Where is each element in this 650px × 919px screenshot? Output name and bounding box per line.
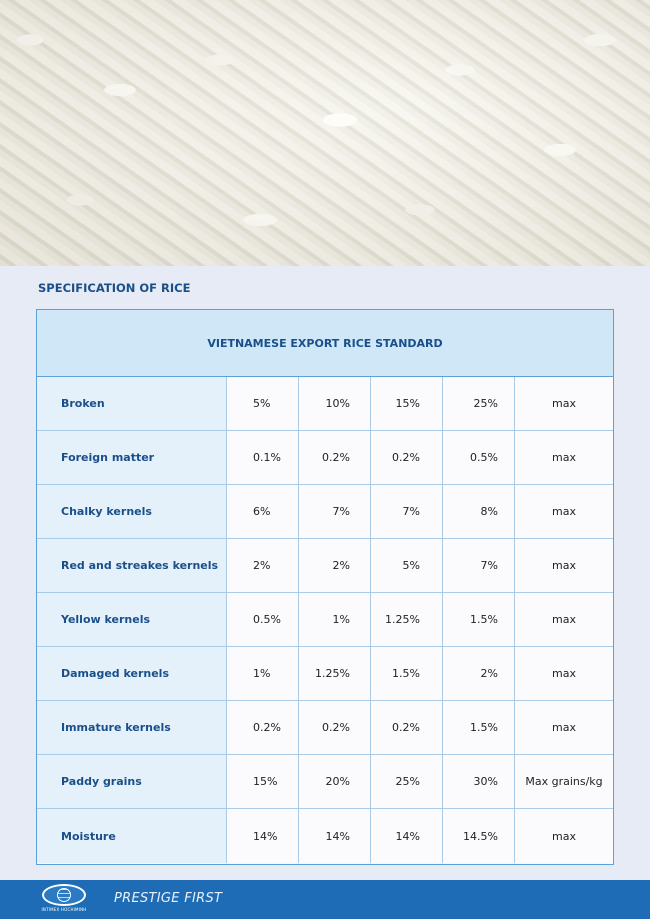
row-label: Red and streakes kernels [37, 539, 227, 592]
row-label: Yellow kernels [37, 593, 227, 646]
value-cell: 0.2% [299, 431, 371, 484]
value-cell: 14% [227, 809, 299, 863]
table-row [37, 647, 613, 701]
section-title: SPECIFICATION OF RICE [38, 281, 191, 295]
value-cell: 0.2% [371, 431, 443, 484]
value-cell: 14% [371, 809, 443, 863]
row-label: Moisture [37, 809, 227, 863]
value-cell: 7% [371, 485, 443, 538]
value-cell: 6% [227, 485, 299, 538]
row-label: Foreign matter [37, 431, 227, 484]
logo-oval [42, 884, 86, 906]
unit-cell: max [515, 701, 613, 754]
value-cell: 1.5% [371, 647, 443, 700]
unit-cell: Max grains/kg [515, 755, 613, 808]
value-cell: 2% [443, 647, 515, 700]
value-cell: 1% [299, 593, 371, 646]
unit-cell: max [515, 647, 613, 700]
table-row [37, 593, 613, 647]
globe-icon [57, 888, 71, 902]
slogan: PRESTIGE FIRST [114, 891, 223, 906]
unit-cell: max [515, 485, 613, 538]
value-cell: 2% [299, 539, 371, 592]
table-row [37, 755, 613, 809]
value-cell: 30% [443, 755, 515, 808]
table-body [37, 377, 613, 863]
value-cell: 7% [443, 539, 515, 592]
value-cell: 14.5% [443, 809, 515, 863]
unit-cell: max [515, 377, 613, 430]
value-cell: 0.5% [227, 593, 299, 646]
value-cell: 7% [299, 485, 371, 538]
unit-cell: max [515, 431, 613, 484]
value-cell: 0.5% [443, 431, 515, 484]
value-cell: 5% [227, 377, 299, 430]
value-cell: 0.2% [299, 701, 371, 754]
value-cell: 25% [371, 755, 443, 808]
rice-photo-shading [0, 0, 650, 266]
unit-cell: max [515, 593, 613, 646]
row-label: Damaged kernels [37, 647, 227, 700]
unit-cell: max [515, 809, 613, 863]
table-row [37, 431, 613, 485]
footer-bar [0, 880, 650, 919]
table-row [37, 377, 613, 431]
value-cell: 1.5% [443, 593, 515, 646]
value-cell: 1.25% [299, 647, 371, 700]
row-label: Paddy grains [37, 755, 227, 808]
value-cell: 1% [227, 647, 299, 700]
value-cell: 5% [371, 539, 443, 592]
value-cell: 2% [227, 539, 299, 592]
unit-cell: max [515, 539, 613, 592]
row-label: Chalky kernels [37, 485, 227, 538]
value-cell: 8% [443, 485, 515, 538]
value-cell: 1.5% [443, 701, 515, 754]
rice-standard-table [36, 309, 614, 865]
row-label: Immature kernels [37, 701, 227, 754]
value-cell: 0.2% [227, 701, 299, 754]
value-cell: 20% [299, 755, 371, 808]
value-cell: 15% [371, 377, 443, 430]
table-row [37, 485, 613, 539]
value-cell: 1.25% [371, 593, 443, 646]
value-cell: 0.2% [371, 701, 443, 754]
logo-text: INTIMEX HOCHIMINH [41, 907, 87, 912]
table-row [37, 539, 613, 593]
company-logo [36, 884, 90, 914]
table-title: VIETNAMESE EXPORT RICE STANDARD [37, 310, 613, 377]
table-row [37, 809, 613, 863]
value-cell: 10% [299, 377, 371, 430]
table-row [37, 701, 613, 755]
value-cell: 25% [443, 377, 515, 430]
value-cell: 15% [227, 755, 299, 808]
value-cell: 0.1% [227, 431, 299, 484]
row-label: Broken [37, 377, 227, 430]
value-cell: 14% [299, 809, 371, 863]
